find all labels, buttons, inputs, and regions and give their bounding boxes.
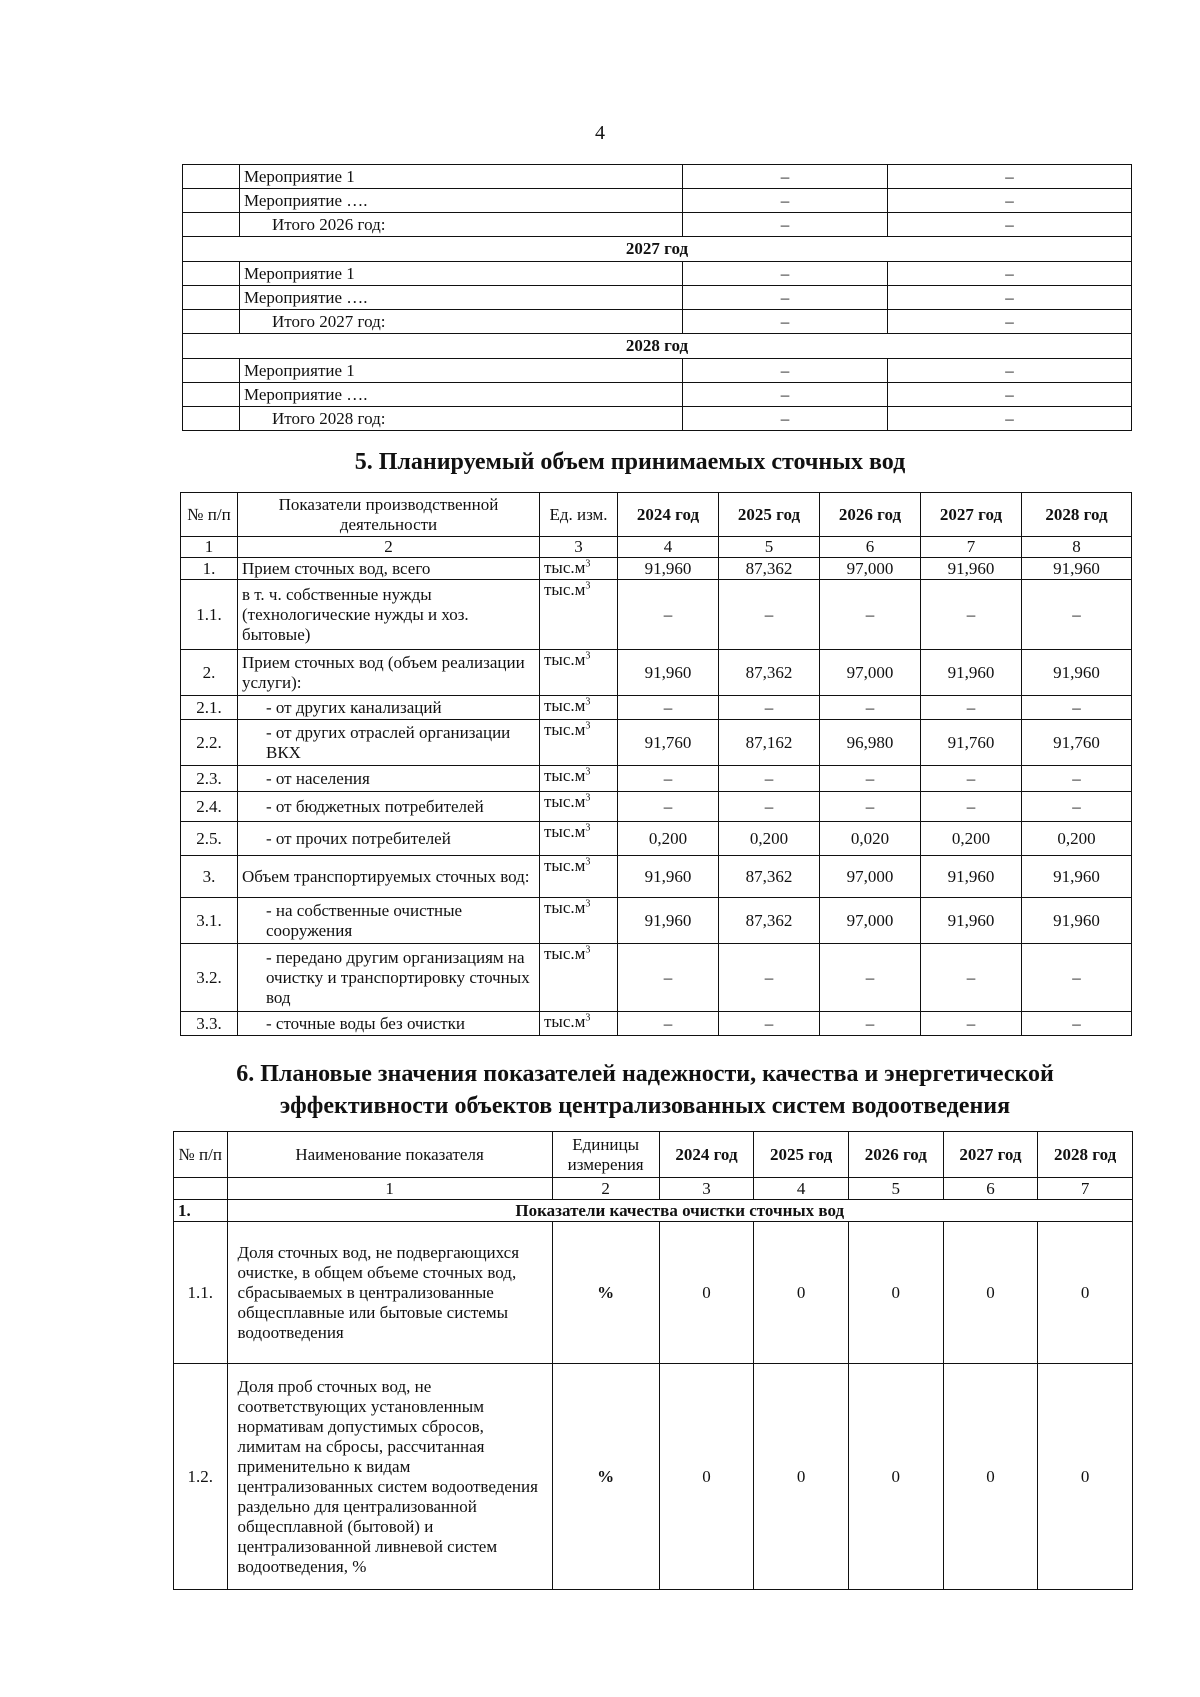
year-value: 97,000 bbox=[820, 650, 921, 696]
year-value: 0,200 bbox=[1022, 822, 1132, 856]
activity-value: – bbox=[888, 262, 1132, 286]
row-number bbox=[183, 213, 240, 237]
year-value: 91,960 bbox=[1022, 558, 1132, 580]
unit-base: тыс.м bbox=[544, 792, 586, 811]
column-header: 2025 год bbox=[754, 1132, 849, 1178]
activity-row bbox=[183, 407, 1132, 431]
activity-label: Итого 2027 год: bbox=[240, 310, 683, 334]
year-value: 91,960 bbox=[618, 898, 719, 944]
indicator-label: Доля проб сточных вод, не соответствующих установленным нормативам допустимых сбросов, лимитам на сбросы, рассчитанная применительно к видам централизованных систем водоотведения раздельно для централизованной общесплавной (бытовой) и централизованной ливневой систем водоотведения, % bbox=[227, 1364, 552, 1590]
activity-value: – bbox=[683, 310, 888, 334]
activity-value: – bbox=[683, 189, 888, 213]
indicator-label: - от прочих потребителей bbox=[238, 822, 540, 856]
indicator-row bbox=[174, 1222, 1133, 1364]
year-value: – bbox=[1022, 766, 1132, 792]
year-value: 0 bbox=[943, 1364, 1038, 1590]
reliability-indicators-table bbox=[173, 1131, 1133, 1590]
indicator-label: - сточные воды без очистки bbox=[238, 1012, 540, 1036]
activity-value: – bbox=[888, 310, 1132, 334]
activity-value: – bbox=[888, 359, 1132, 383]
indicator-label: Прием сточных вод (объем реализации услуги): bbox=[238, 650, 540, 696]
header-row bbox=[174, 1132, 1133, 1178]
activity-value: – bbox=[888, 407, 1132, 431]
unit-sup: 3 bbox=[585, 1012, 591, 1024]
column-header: 2026 год bbox=[820, 493, 921, 537]
row-number bbox=[183, 189, 240, 213]
activity-row bbox=[183, 213, 1132, 237]
unit bbox=[540, 856, 618, 898]
year-value: 0,200 bbox=[921, 822, 1022, 856]
year-value: – bbox=[1022, 580, 1132, 650]
year-value: – bbox=[1022, 792, 1132, 822]
unit-sup: 3 bbox=[585, 898, 591, 910]
year-value: – bbox=[618, 696, 719, 720]
year-value: – bbox=[719, 792, 820, 822]
year-value: – bbox=[618, 766, 719, 792]
data-row bbox=[181, 766, 1132, 792]
year-value: 91,960 bbox=[618, 650, 719, 696]
row-number: 2.5. bbox=[181, 822, 238, 856]
column-header: 2024 год bbox=[618, 493, 719, 537]
header-row bbox=[181, 493, 1132, 537]
column-header: 2028 год bbox=[1022, 493, 1132, 537]
year-value: 91,960 bbox=[618, 558, 719, 580]
year-value: – bbox=[1022, 696, 1132, 720]
unit bbox=[540, 898, 618, 944]
year-value: 0 bbox=[659, 1222, 754, 1364]
year-value: – bbox=[719, 1012, 820, 1036]
year-header: 2028 год bbox=[183, 334, 1132, 359]
indicator-label: - передано другим организациям на очистку и транспортировку сточных вод bbox=[238, 944, 540, 1012]
data-row bbox=[181, 792, 1132, 822]
column-number: 7 bbox=[1038, 1178, 1133, 1200]
column-header: Ед. изм. bbox=[540, 493, 618, 537]
year-value: 91,960 bbox=[921, 856, 1022, 898]
activity-value: – bbox=[683, 213, 888, 237]
year-value: – bbox=[921, 1012, 1022, 1036]
unit bbox=[540, 822, 618, 856]
data-row bbox=[181, 944, 1132, 1012]
activity-value: – bbox=[888, 165, 1132, 189]
unit-base: тыс.м bbox=[544, 766, 586, 785]
indicator-label: - от других канализаций bbox=[238, 696, 540, 720]
column-header: 2028 год bbox=[1038, 1132, 1133, 1178]
column-number: 6 bbox=[943, 1178, 1038, 1200]
row-number bbox=[183, 262, 240, 286]
column-number: 4 bbox=[754, 1178, 849, 1200]
column-number-row bbox=[181, 537, 1132, 558]
year-value: 91,960 bbox=[618, 856, 719, 898]
row-number: 3.3. bbox=[181, 1012, 238, 1036]
unit: % bbox=[552, 1222, 659, 1364]
indicator-label: - от бюджетных потребителей bbox=[238, 792, 540, 822]
year-value: 0 bbox=[848, 1364, 943, 1590]
data-row bbox=[181, 1012, 1132, 1036]
year-value: – bbox=[921, 580, 1022, 650]
year-value: 0 bbox=[943, 1222, 1038, 1364]
unit-sup: 3 bbox=[585, 792, 591, 804]
data-row bbox=[181, 650, 1132, 696]
column-header: 2024 год bbox=[659, 1132, 754, 1178]
column-number-row bbox=[174, 1178, 1133, 1200]
unit bbox=[540, 580, 618, 650]
year-value: 0 bbox=[848, 1222, 943, 1364]
year-value: – bbox=[820, 696, 921, 720]
data-row bbox=[181, 720, 1132, 766]
year-value: 91,960 bbox=[1022, 898, 1132, 944]
column-number: 5 bbox=[848, 1178, 943, 1200]
activity-label: Итого 2026 год: bbox=[240, 213, 683, 237]
activity-row bbox=[183, 262, 1132, 286]
year-value: 87,362 bbox=[719, 650, 820, 696]
row-number bbox=[183, 165, 240, 189]
unit-base: тыс.м bbox=[544, 944, 586, 963]
indicator-label: в т. ч. собственные нужды (технологические нужды и хоз. бытовые) bbox=[238, 580, 540, 650]
unit-base: тыс.м bbox=[544, 580, 586, 599]
year-value: 0 bbox=[659, 1364, 754, 1590]
row-number: 3.1. bbox=[181, 898, 238, 944]
unit-sup: 3 bbox=[585, 822, 591, 834]
year-value: – bbox=[618, 1012, 719, 1036]
year-value: 91,760 bbox=[1022, 720, 1132, 766]
row-number: 2.1. bbox=[181, 696, 238, 720]
column-header: № п/п bbox=[181, 493, 238, 537]
activity-label: Мероприятие …. bbox=[240, 189, 683, 213]
indicator-label: - от населения bbox=[238, 766, 540, 792]
activity-label: Итого 2028 год: bbox=[240, 407, 683, 431]
column-number: 1 bbox=[181, 537, 238, 558]
unit-base: тыс.м bbox=[544, 822, 586, 841]
activity-label: Мероприятие …. bbox=[240, 286, 683, 310]
unit-base: тыс.м bbox=[544, 856, 586, 875]
section5-title: 5. Планируемый объем принимаемых сточных вод bbox=[354, 449, 906, 475]
year-value: 91,960 bbox=[921, 898, 1022, 944]
row-number: 3.2. bbox=[181, 944, 238, 1012]
row-number bbox=[183, 286, 240, 310]
unit bbox=[540, 558, 618, 580]
activity-label: Мероприятие 1 bbox=[240, 262, 683, 286]
column-number: 3 bbox=[540, 537, 618, 558]
unit-sup: 3 bbox=[585, 580, 591, 592]
year-value: – bbox=[921, 696, 1022, 720]
year-value: 87,362 bbox=[719, 558, 820, 580]
indicator-label: - на собственные очистные сооружения bbox=[238, 898, 540, 944]
year-value: – bbox=[719, 696, 820, 720]
group-label: Показатели качества очистки сточных вод bbox=[227, 1200, 1133, 1222]
column-header: Наименование показателя bbox=[227, 1132, 552, 1178]
unit-base: тыс.м bbox=[544, 1012, 586, 1031]
page-number: 4 bbox=[595, 122, 605, 144]
row-number: 3. bbox=[181, 856, 238, 898]
year-value: 91,960 bbox=[921, 558, 1022, 580]
activity-row bbox=[183, 165, 1132, 189]
activity-value: – bbox=[888, 189, 1132, 213]
wastewater-volume-table bbox=[180, 492, 1132, 1036]
unit-sup: 3 bbox=[585, 558, 591, 570]
row-number bbox=[183, 407, 240, 431]
year-value: – bbox=[820, 944, 921, 1012]
unit-sup: 3 bbox=[585, 766, 591, 778]
column-number: 6 bbox=[820, 537, 921, 558]
year-value: – bbox=[921, 766, 1022, 792]
row-number: 2.3. bbox=[181, 766, 238, 792]
year-value: 87,362 bbox=[719, 898, 820, 944]
activity-value: – bbox=[683, 165, 888, 189]
indicator-row bbox=[174, 1364, 1133, 1590]
activity-value: – bbox=[683, 359, 888, 383]
column-header: 2027 год bbox=[943, 1132, 1038, 1178]
row-number bbox=[183, 310, 240, 334]
data-row bbox=[181, 580, 1132, 650]
activity-value: – bbox=[683, 262, 888, 286]
column-header: Показатели производственной деятельности bbox=[238, 493, 540, 537]
year-value: – bbox=[820, 766, 921, 792]
indicator-label: Доля сточных вод, не подвергающихся очистке, в общем объеме сточных вод, сбрасываемых в централизованные общесплавные или бытовые системы водоотведения bbox=[227, 1222, 552, 1364]
unit-sup: 3 bbox=[585, 650, 591, 662]
unit-base: тыс.м bbox=[544, 696, 586, 715]
year-value: 91,760 bbox=[618, 720, 719, 766]
activity-row bbox=[183, 383, 1132, 407]
column-header: 2027 год bbox=[921, 493, 1022, 537]
column-header: № п/п bbox=[174, 1132, 228, 1178]
unit bbox=[540, 766, 618, 792]
indicator-label: - от других отраслей организации ВКХ bbox=[238, 720, 540, 766]
indicator-label: Объем транспортируемых сточных вод: bbox=[238, 856, 540, 898]
activity-row bbox=[183, 189, 1132, 213]
activity-row bbox=[183, 310, 1132, 334]
unit bbox=[540, 944, 618, 1012]
unit bbox=[540, 720, 618, 766]
year-value: – bbox=[921, 944, 1022, 1012]
unit bbox=[540, 696, 618, 720]
year-value: 97,000 bbox=[820, 558, 921, 580]
unit bbox=[540, 650, 618, 696]
year-value: – bbox=[719, 580, 820, 650]
year-header: 2027 год bbox=[183, 237, 1132, 262]
year-value: 91,960 bbox=[1022, 650, 1132, 696]
unit-base: тыс.м bbox=[544, 720, 586, 739]
year-value: – bbox=[618, 580, 719, 650]
row-number: 1.1. bbox=[174, 1222, 228, 1364]
unit bbox=[540, 1012, 618, 1036]
data-row bbox=[181, 558, 1132, 580]
column-number: 1 bbox=[227, 1178, 552, 1200]
year-header-row bbox=[183, 237, 1132, 262]
year-value: 91,960 bbox=[921, 650, 1022, 696]
row-number: 2. bbox=[181, 650, 238, 696]
year-value: 0,200 bbox=[618, 822, 719, 856]
unit-sup: 3 bbox=[585, 696, 591, 708]
row-number: 2.4. bbox=[181, 792, 238, 822]
unit-sup: 3 bbox=[585, 720, 591, 732]
data-row bbox=[181, 856, 1132, 898]
unit: % bbox=[552, 1364, 659, 1590]
row-number: 1.2. bbox=[174, 1364, 228, 1590]
activity-label: Мероприятие 1 bbox=[240, 359, 683, 383]
activities-table bbox=[182, 164, 1132, 431]
data-row bbox=[181, 696, 1132, 720]
column-header: 2025 год bbox=[719, 493, 820, 537]
year-value: 91,960 bbox=[1022, 856, 1132, 898]
year-value: – bbox=[820, 580, 921, 650]
unit-sup: 3 bbox=[585, 856, 591, 868]
activity-value: – bbox=[888, 286, 1132, 310]
activity-label: Мероприятие …. bbox=[240, 383, 683, 407]
activity-value: – bbox=[888, 213, 1132, 237]
row-number bbox=[183, 383, 240, 407]
year-value: – bbox=[719, 944, 820, 1012]
unit bbox=[540, 792, 618, 822]
group-row bbox=[174, 1200, 1133, 1222]
year-value: – bbox=[820, 792, 921, 822]
activity-value: – bbox=[683, 407, 888, 431]
column-header: Единицы измерения bbox=[552, 1132, 659, 1178]
unit-sup: 3 bbox=[585, 944, 591, 956]
year-value: – bbox=[618, 944, 719, 1012]
activity-value: – bbox=[683, 383, 888, 407]
data-row bbox=[181, 822, 1132, 856]
year-value: – bbox=[719, 766, 820, 792]
indicator-label: Прием сточных вод, всего bbox=[238, 558, 540, 580]
row-number: 1. bbox=[181, 558, 238, 580]
column-header: 2026 год bbox=[848, 1132, 943, 1178]
unit-base: тыс.м bbox=[544, 898, 586, 917]
data-row bbox=[181, 898, 1132, 944]
year-value: 0,020 bbox=[820, 822, 921, 856]
row-number: 2.2. bbox=[181, 720, 238, 766]
column-number: 3 bbox=[659, 1178, 754, 1200]
year-header-row bbox=[183, 334, 1132, 359]
column-number: 2 bbox=[238, 537, 540, 558]
year-value: 96,980 bbox=[820, 720, 921, 766]
activity-value: – bbox=[683, 286, 888, 310]
row-number: 1.1. bbox=[181, 580, 238, 650]
column-number: 7 bbox=[921, 537, 1022, 558]
year-value: 97,000 bbox=[820, 898, 921, 944]
activity-label: Мероприятие 1 bbox=[240, 165, 683, 189]
year-value: 0 bbox=[754, 1364, 849, 1590]
section6-title: 6. Плановые значения показателей надежности, качества и энергетической эффективности объектов централизованных систем водоотведения bbox=[236, 1061, 1054, 1119]
year-value: 91,760 bbox=[921, 720, 1022, 766]
year-value: 87,162 bbox=[719, 720, 820, 766]
unit-base: тыс.м bbox=[544, 558, 586, 577]
year-value: 0 bbox=[1038, 1222, 1133, 1364]
year-value: 0 bbox=[1038, 1364, 1133, 1590]
group-number: 1. bbox=[174, 1200, 228, 1222]
year-value: – bbox=[1022, 1012, 1132, 1036]
year-value: – bbox=[820, 1012, 921, 1036]
year-value: 97,000 bbox=[820, 856, 921, 898]
year-value: 0 bbox=[754, 1222, 849, 1364]
year-value: – bbox=[618, 792, 719, 822]
year-value: – bbox=[1022, 944, 1132, 1012]
unit-base: тыс.м bbox=[544, 650, 586, 669]
year-value: – bbox=[921, 792, 1022, 822]
column-number: 4 bbox=[618, 537, 719, 558]
year-value: 0,200 bbox=[719, 822, 820, 856]
activity-value: – bbox=[888, 383, 1132, 407]
column-number: 8 bbox=[1022, 537, 1132, 558]
blank-cell bbox=[174, 1178, 228, 1200]
year-value: 87,362 bbox=[719, 856, 820, 898]
column-number: 5 bbox=[719, 537, 820, 558]
activity-row bbox=[183, 286, 1132, 310]
row-number bbox=[183, 359, 240, 383]
activity-row bbox=[183, 359, 1132, 383]
column-number: 2 bbox=[552, 1178, 659, 1200]
